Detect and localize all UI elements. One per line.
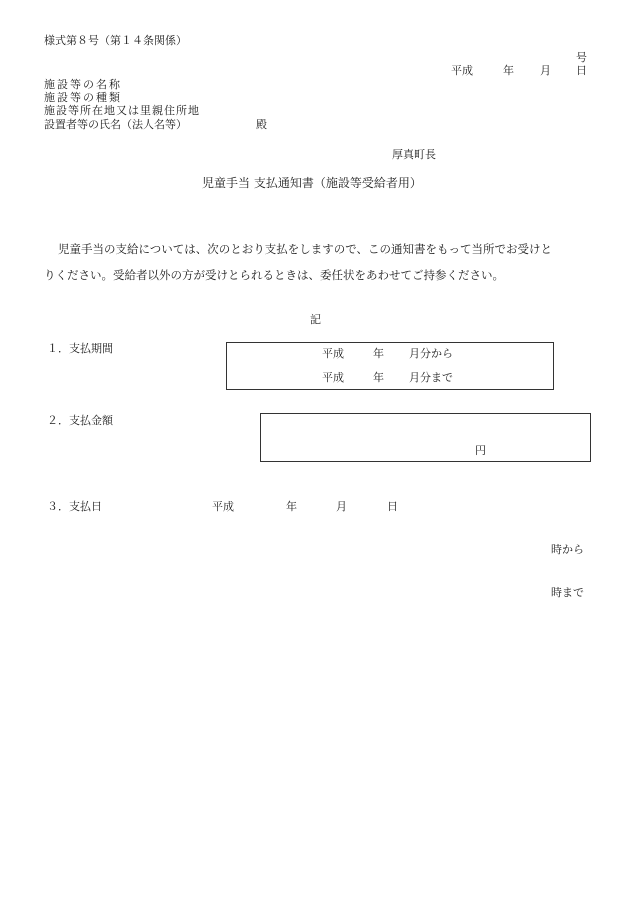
period-from-month: 月分から <box>409 347 453 360</box>
facility-owner-label: 設置者等の氏名（法人名等） <box>44 118 187 131</box>
honorific: 殿 <box>256 118 267 131</box>
period-label: １．支払期間 <box>47 342 113 355</box>
amount-label: ２．支払金額 <box>47 414 113 427</box>
date-year: 年 <box>503 64 514 77</box>
period-to-era: 平成 <box>322 371 344 384</box>
body-line-2: りください。受給者以外の方が受けとられるときは、委任状をあわせてご持参ください。 <box>44 268 504 282</box>
date-day: 日 <box>576 64 587 77</box>
payment-date-label: ３．支払日 <box>47 500 102 513</box>
period-to-year: 年 <box>373 371 384 384</box>
time-to: 時まで <box>551 586 584 599</box>
time-from: 時から <box>551 543 584 556</box>
period-box <box>226 342 554 390</box>
date-era: 平成 <box>451 64 473 77</box>
amount-box <box>260 413 591 462</box>
form-number: 様式第８号（第１４条関係） <box>44 34 187 47</box>
document-title: 児童手当 支払通知書（施設等受給者用） <box>202 176 422 190</box>
payment-date-year: 年 <box>286 500 297 513</box>
doc-number-label: 号 <box>576 51 587 64</box>
facility-name-label: 施設等の名称 <box>44 78 122 91</box>
period-to-month: 月分まで <box>409 371 453 384</box>
payment-date-era: 平成 <box>212 500 234 513</box>
payment-date-month: 月 <box>336 500 347 513</box>
period-from-year: 年 <box>373 347 384 360</box>
ki-label: 記 <box>310 313 321 326</box>
amount-unit: 円 <box>475 444 486 457</box>
payment-date-day: 日 <box>387 500 398 513</box>
facility-address-label: 施設等所在地又は里親住所地 <box>44 104 200 117</box>
body-line-1: 児童手当の支給については、次のとおり支払をしますので、この通知書をもって当所でお受けと <box>58 242 553 256</box>
issuer: 厚真町長 <box>392 148 436 161</box>
date-month: 月 <box>540 64 551 77</box>
period-from-era: 平成 <box>322 347 344 360</box>
facility-type-label: 施設等の種類 <box>44 91 122 104</box>
